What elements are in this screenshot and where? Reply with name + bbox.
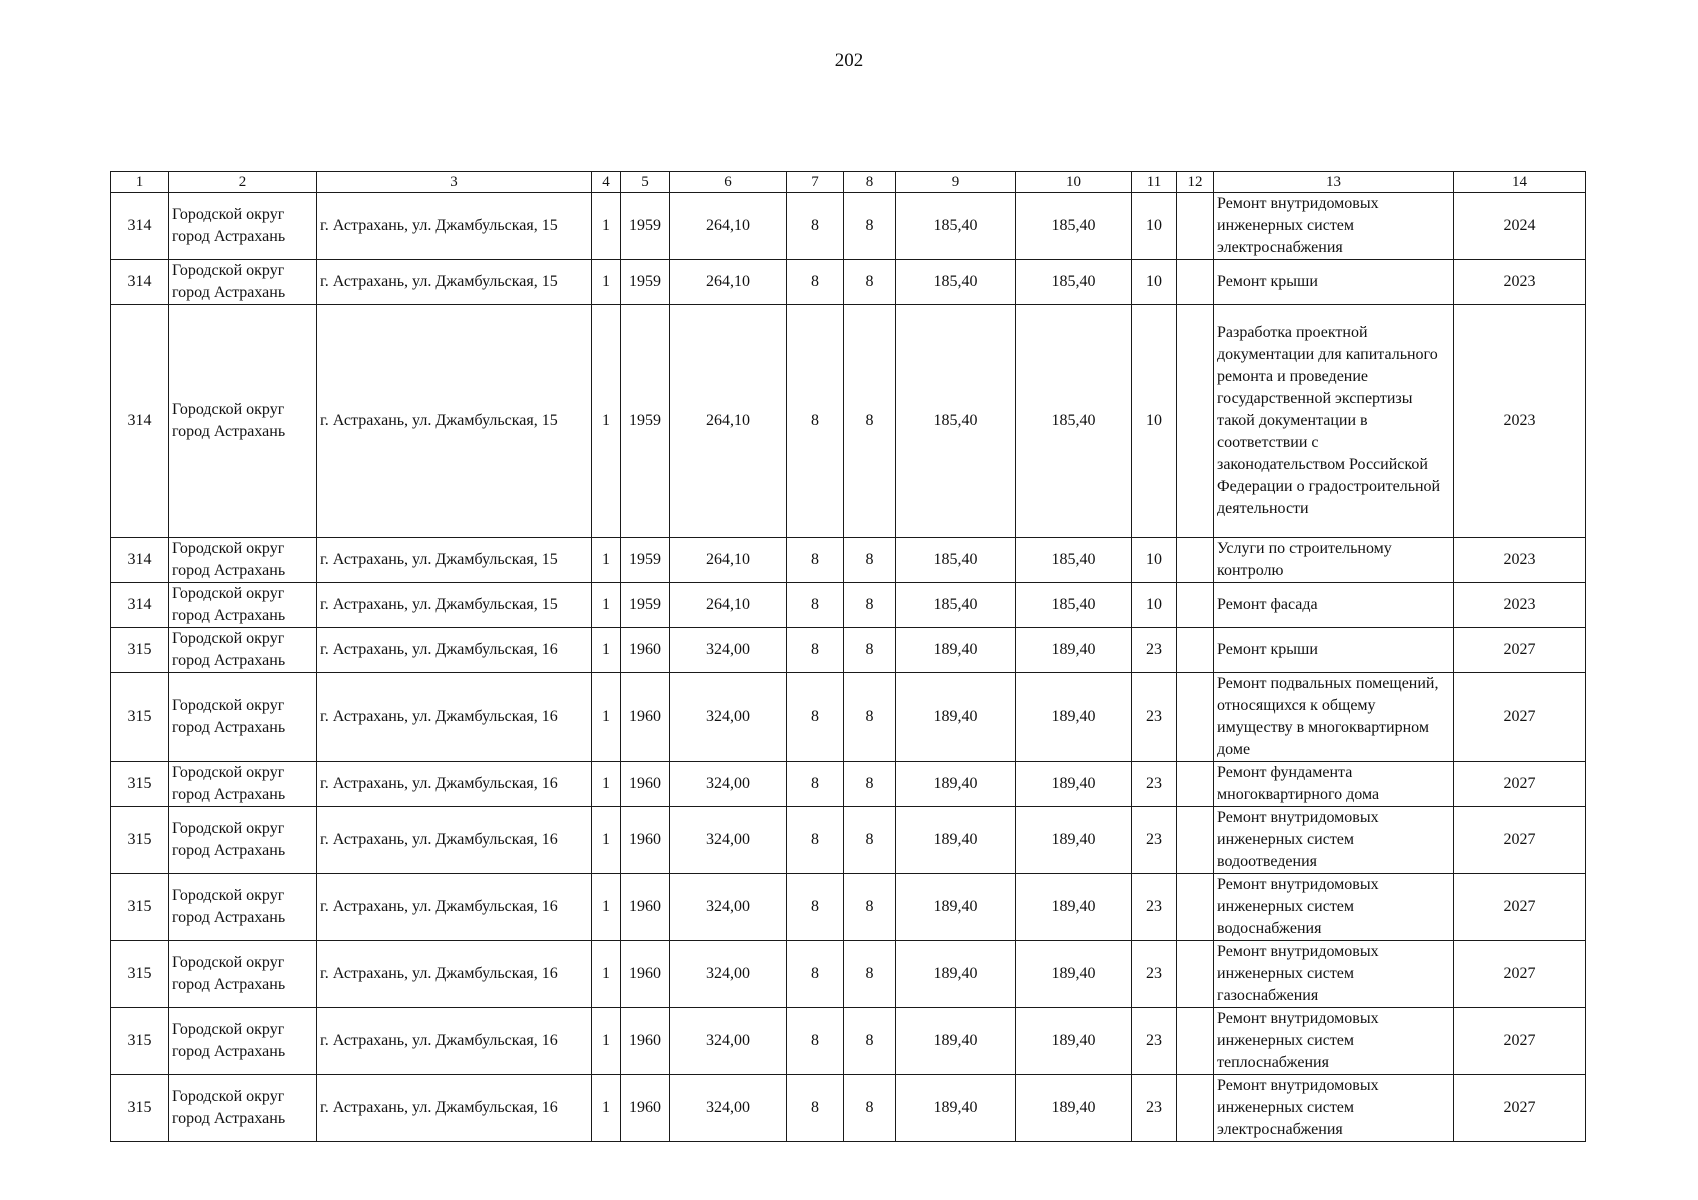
area-cell: 324,00 <box>670 673 787 762</box>
col11-cell: 23 <box>1132 807 1177 874</box>
col11-cell: 10 <box>1132 583 1177 628</box>
address-cell: г. Астрахань, ул. Джамбульская, 16 <box>317 673 592 762</box>
col9-cell: 189,40 <box>896 762 1016 807</box>
year-cell: 1959 <box>621 260 670 305</box>
work-type-cell: Ремонт фундамента многоквартирного дома <box>1214 762 1454 807</box>
column-header: 8 <box>844 172 896 193</box>
column-header: 9 <box>896 172 1016 193</box>
col8-cell: 8 <box>844 941 896 1008</box>
col11-cell: 23 <box>1132 628 1177 673</box>
column-header: 3 <box>317 172 592 193</box>
row-number-cell: 315 <box>111 1008 169 1075</box>
col10-cell: 185,40 <box>1016 538 1132 583</box>
address-cell: г. Астрахань, ул. Джамбульская, 16 <box>317 1008 592 1075</box>
year-planned-cell: 2023 <box>1454 305 1586 538</box>
col7-cell: 8 <box>787 673 844 762</box>
area-cell: 324,00 <box>670 762 787 807</box>
table-row <box>111 807 1586 874</box>
col8-cell: 8 <box>844 193 896 260</box>
year-planned-cell: 2023 <box>1454 538 1586 583</box>
col8-cell: 8 <box>844 762 896 807</box>
year-cell: 1960 <box>621 762 670 807</box>
col9-cell: 189,40 <box>896 1008 1016 1075</box>
address-cell: г. Астрахань, ул. Джамбульская, 16 <box>317 762 592 807</box>
col10-cell: 189,40 <box>1016 1075 1132 1142</box>
col4-cell: 1 <box>592 305 621 538</box>
col9-cell: 189,40 <box>896 673 1016 762</box>
col11-cell: 23 <box>1132 1008 1177 1075</box>
municipality-cell: Городской округ город Астрахань <box>169 1008 317 1075</box>
row-number-cell: 315 <box>111 1075 169 1142</box>
col4-cell: 1 <box>592 762 621 807</box>
work-type-cell: Ремонт внутридомовых инженерных систем водоотведения <box>1214 807 1454 874</box>
address-cell: г. Астрахань, ул. Джамбульская, 16 <box>317 807 592 874</box>
row-number-cell: 314 <box>111 260 169 305</box>
municipality-cell: Городской округ город Астрахань <box>169 260 317 305</box>
year-cell: 1959 <box>621 538 670 583</box>
area-cell: 264,10 <box>670 583 787 628</box>
municipality-cell: Городской округ город Астрахань <box>169 762 317 807</box>
col4-cell: 1 <box>592 673 621 762</box>
address-cell: г. Астрахань, ул. Джамбульская, 16 <box>317 1075 592 1142</box>
page-number: 202 <box>834 50 864 71</box>
address-cell: г. Астрахань, ул. Джамбульская, 16 <box>317 874 592 941</box>
year-planned-cell: 2027 <box>1454 1075 1586 1142</box>
col8-cell: 8 <box>844 874 896 941</box>
col11-cell: 10 <box>1132 538 1177 583</box>
col8-cell: 8 <box>844 673 896 762</box>
work-type-cell: Услуги по строительному контролю <box>1214 538 1454 583</box>
col10-cell: 189,40 <box>1016 762 1132 807</box>
col7-cell: 8 <box>787 762 844 807</box>
year-planned-cell: 2027 <box>1454 807 1586 874</box>
col12-cell <box>1177 260 1214 305</box>
col11-cell: 23 <box>1132 941 1177 1008</box>
col7-cell: 8 <box>787 193 844 260</box>
table-row <box>111 941 1586 1008</box>
col12-cell <box>1177 673 1214 762</box>
col9-cell: 189,40 <box>896 1075 1016 1142</box>
column-header: 7 <box>787 172 844 193</box>
col10-cell: 185,40 <box>1016 193 1132 260</box>
col12-cell <box>1177 583 1214 628</box>
col12-cell <box>1177 874 1214 941</box>
col7-cell: 8 <box>787 260 844 305</box>
year-planned-cell: 2027 <box>1454 762 1586 807</box>
column-header: 14 <box>1454 172 1586 193</box>
col4-cell: 1 <box>592 941 621 1008</box>
table-row <box>111 583 1586 628</box>
col10-cell: 189,40 <box>1016 874 1132 941</box>
municipality-cell: Городской округ город Астрахань <box>169 538 317 583</box>
area-cell: 264,10 <box>670 260 787 305</box>
col7-cell: 8 <box>787 583 844 628</box>
repair-schedule-table <box>110 171 1586 1142</box>
column-header: 11 <box>1132 172 1177 193</box>
table-row <box>111 193 1586 260</box>
area-cell: 324,00 <box>670 807 787 874</box>
row-number-cell: 315 <box>111 628 169 673</box>
year-planned-cell: 2027 <box>1454 874 1586 941</box>
col8-cell: 8 <box>844 583 896 628</box>
table-row <box>111 874 1586 941</box>
address-cell: г. Астрахань, ул. Джамбульская, 15 <box>317 193 592 260</box>
area-cell: 264,10 <box>670 305 787 538</box>
municipality-cell: Городской округ город Астрахань <box>169 628 317 673</box>
table-row <box>111 628 1586 673</box>
col11-cell: 10 <box>1132 305 1177 538</box>
column-header: 5 <box>621 172 670 193</box>
column-header: 12 <box>1177 172 1214 193</box>
year-cell: 1960 <box>621 673 670 762</box>
area-cell: 324,00 <box>670 628 787 673</box>
col8-cell: 8 <box>844 538 896 583</box>
work-type-cell: Ремонт внутридомовых инженерных систем электроснабжения <box>1214 193 1454 260</box>
row-number-cell: 315 <box>111 807 169 874</box>
col9-cell: 185,40 <box>896 583 1016 628</box>
col12-cell <box>1177 762 1214 807</box>
col4-cell: 1 <box>592 1008 621 1075</box>
col9-cell: 185,40 <box>896 260 1016 305</box>
row-number-cell: 315 <box>111 941 169 1008</box>
col7-cell: 8 <box>787 941 844 1008</box>
col10-cell: 189,40 <box>1016 673 1132 762</box>
col7-cell: 8 <box>787 807 844 874</box>
year-planned-cell: 2023 <box>1454 583 1586 628</box>
col4-cell: 1 <box>592 193 621 260</box>
col12-cell <box>1177 538 1214 583</box>
area-cell: 324,00 <box>670 1008 787 1075</box>
row-number-cell: 314 <box>111 538 169 583</box>
col12-cell <box>1177 628 1214 673</box>
col9-cell: 185,40 <box>896 305 1016 538</box>
column-header: 1 <box>111 172 169 193</box>
col4-cell: 1 <box>592 260 621 305</box>
col11-cell: 10 <box>1132 193 1177 260</box>
address-cell: г. Астрахань, ул. Джамбульская, 15 <box>317 583 592 628</box>
col11-cell: 10 <box>1132 260 1177 305</box>
year-planned-cell: 2027 <box>1454 673 1586 762</box>
year-planned-cell: 2024 <box>1454 193 1586 260</box>
year-cell: 1960 <box>621 941 670 1008</box>
work-type-cell: Ремонт внутридомовых инженерных систем теплоснабжения <box>1214 1008 1454 1075</box>
area-cell: 324,00 <box>670 1075 787 1142</box>
year-planned-cell: 2023 <box>1454 260 1586 305</box>
header-row <box>111 172 1586 193</box>
year-planned-cell: 2027 <box>1454 941 1586 1008</box>
table-row <box>111 1075 1586 1142</box>
col8-cell: 8 <box>844 305 896 538</box>
col8-cell: 8 <box>844 1075 896 1142</box>
row-number-cell: 314 <box>111 193 169 260</box>
col7-cell: 8 <box>787 305 844 538</box>
col4-cell: 1 <box>592 1075 621 1142</box>
municipality-cell: Городской округ город Астрахань <box>169 807 317 874</box>
address-cell: г. Астрахань, ул. Джамбульская, 16 <box>317 941 592 1008</box>
col12-cell <box>1177 1008 1214 1075</box>
col8-cell: 8 <box>844 628 896 673</box>
work-type-cell: Ремонт внутридомовых инженерных систем электроснабжения <box>1214 1075 1454 1142</box>
col7-cell: 8 <box>787 1008 844 1075</box>
col10-cell: 189,40 <box>1016 1008 1132 1075</box>
column-header: 10 <box>1016 172 1132 193</box>
work-type-cell: Ремонт крыши <box>1214 260 1454 305</box>
col9-cell: 189,40 <box>896 807 1016 874</box>
year-cell: 1959 <box>621 583 670 628</box>
address-cell: г. Астрахань, ул. Джамбульская, 16 <box>317 628 592 673</box>
col10-cell: 185,40 <box>1016 260 1132 305</box>
col7-cell: 8 <box>787 1075 844 1142</box>
col10-cell: 185,40 <box>1016 583 1132 628</box>
row-number-cell: 315 <box>111 874 169 941</box>
municipality-cell: Городской округ город Астрахань <box>169 583 317 628</box>
col10-cell: 185,40 <box>1016 305 1132 538</box>
column-header: 6 <box>670 172 787 193</box>
area-cell: 324,00 <box>670 874 787 941</box>
column-header: 13 <box>1214 172 1454 193</box>
work-type-cell: Разработка проектной документации для капитального ремонта и проведение государственной экспертизы такой документации в соответствии с законодательством Российской Федерации о градостроительной деятельности <box>1214 305 1454 538</box>
address-cell: г. Астрахань, ул. Джамбульская, 15 <box>317 538 592 583</box>
municipality-cell: Городской округ город Астрахань <box>169 673 317 762</box>
work-type-cell: Ремонт крыши <box>1214 628 1454 673</box>
municipality-cell: Городской округ город Астрахань <box>169 1075 317 1142</box>
work-type-cell: Ремонт подвальных помещений, относящихся к общему имуществу в многоквартирном доме <box>1214 673 1454 762</box>
col10-cell: 189,40 <box>1016 941 1132 1008</box>
col9-cell: 189,40 <box>896 628 1016 673</box>
work-type-cell: Ремонт фасада <box>1214 583 1454 628</box>
col12-cell <box>1177 193 1214 260</box>
table-row <box>111 673 1586 762</box>
year-cell: 1959 <box>621 193 670 260</box>
col11-cell: 23 <box>1132 673 1177 762</box>
col11-cell: 23 <box>1132 1075 1177 1142</box>
table-row <box>111 762 1586 807</box>
col4-cell: 1 <box>592 874 621 941</box>
area-cell: 324,00 <box>670 941 787 1008</box>
col8-cell: 8 <box>844 1008 896 1075</box>
table-body <box>111 193 1586 1142</box>
column-header: 2 <box>169 172 317 193</box>
year-planned-cell: 2027 <box>1454 1008 1586 1075</box>
address-cell: г. Астрахань, ул. Джамбульская, 15 <box>317 260 592 305</box>
col11-cell: 23 <box>1132 762 1177 807</box>
row-number-cell: 315 <box>111 673 169 762</box>
area-cell: 264,10 <box>670 193 787 260</box>
municipality-cell: Городской округ город Астрахань <box>169 941 317 1008</box>
row-number-cell: 314 <box>111 583 169 628</box>
col9-cell: 189,40 <box>896 874 1016 941</box>
col7-cell: 8 <box>787 538 844 583</box>
year-cell: 1960 <box>621 1075 670 1142</box>
year-cell: 1960 <box>621 874 670 941</box>
col9-cell: 189,40 <box>896 941 1016 1008</box>
col11-cell: 23 <box>1132 874 1177 941</box>
municipality-cell: Городской округ город Астрахань <box>169 193 317 260</box>
col10-cell: 189,40 <box>1016 628 1132 673</box>
table-row <box>111 305 1586 538</box>
table-row <box>111 1008 1586 1075</box>
year-cell: 1959 <box>621 305 670 538</box>
year-planned-cell: 2027 <box>1454 628 1586 673</box>
col4-cell: 1 <box>592 583 621 628</box>
column-header: 4 <box>592 172 621 193</box>
col9-cell: 185,40 <box>896 193 1016 260</box>
row-number-cell: 315 <box>111 762 169 807</box>
col12-cell <box>1177 941 1214 1008</box>
year-cell: 1960 <box>621 628 670 673</box>
col4-cell: 1 <box>592 628 621 673</box>
col4-cell: 1 <box>592 538 621 583</box>
col10-cell: 189,40 <box>1016 807 1132 874</box>
table-row <box>111 538 1586 583</box>
col12-cell <box>1177 1075 1214 1142</box>
year-cell: 1960 <box>621 807 670 874</box>
table-row <box>111 260 1586 305</box>
work-type-cell: Ремонт внутридомовых инженерных систем газоснабжения <box>1214 941 1454 1008</box>
col8-cell: 8 <box>844 260 896 305</box>
work-type-cell: Ремонт внутридомовых инженерных систем водоснабжения <box>1214 874 1454 941</box>
row-number-cell: 314 <box>111 305 169 538</box>
municipality-cell: Городской округ город Астрахань <box>169 874 317 941</box>
address-cell: г. Астрахань, ул. Джамбульская, 15 <box>317 305 592 538</box>
year-cell: 1960 <box>621 1008 670 1075</box>
col12-cell <box>1177 807 1214 874</box>
municipality-cell: Городской округ город Астрахань <box>169 305 317 538</box>
col8-cell: 8 <box>844 807 896 874</box>
col4-cell: 1 <box>592 807 621 874</box>
area-cell: 264,10 <box>670 538 787 583</box>
col9-cell: 185,40 <box>896 538 1016 583</box>
col12-cell <box>1177 305 1214 538</box>
col7-cell: 8 <box>787 628 844 673</box>
col7-cell: 8 <box>787 874 844 941</box>
